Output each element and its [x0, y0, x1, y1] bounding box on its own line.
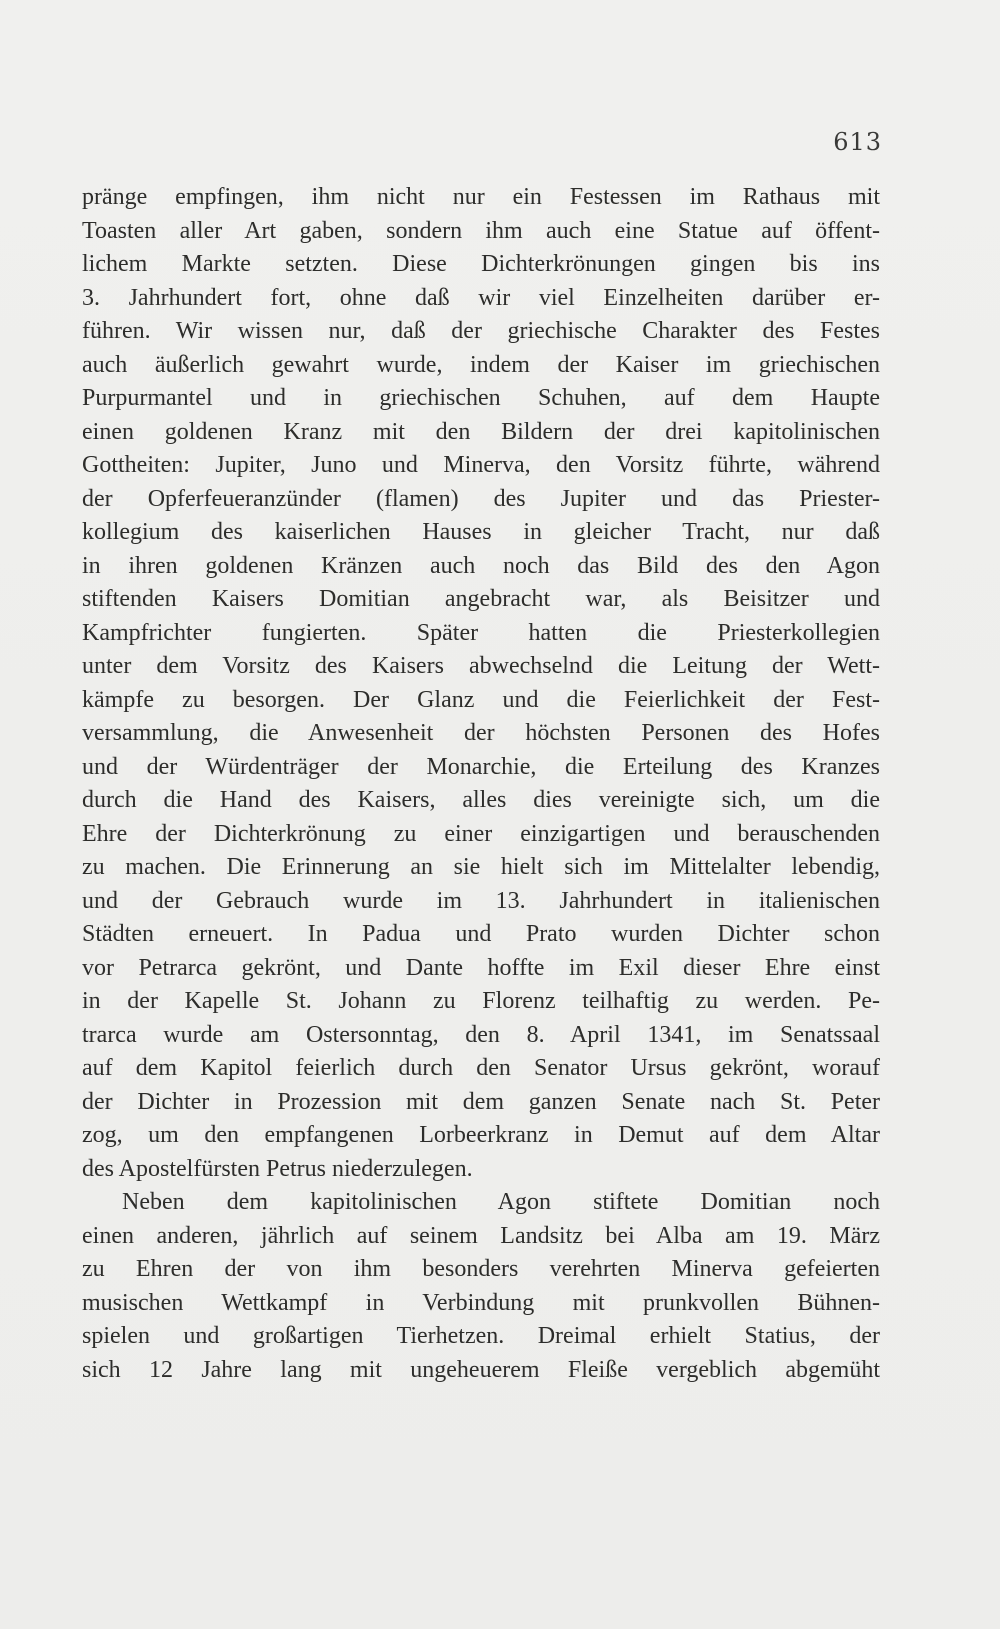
- text-line: Städten erneuert. In Padua und Prato wurden Dichter schon: [82, 921, 880, 947]
- text-line: trarca wurde am Ostersonntag, den 8. April 1341, im Senatssaal: [82, 1021, 880, 1048]
- text-line: Gottheiten: Jupiter, Juno und Minerva, den Vorsitz führte, während: [82, 452, 880, 478]
- text-line: und der Würdenträger der Monarchie, die Erteilung des Kranzes: [82, 753, 880, 780]
- text-line: sich 12 Jahre lang mit ungeheuerem Fleiße vergeblich abgemüht: [82, 1356, 880, 1383]
- text-line: einen anderen, jährlich auf seinem Landsitz bei Alba am 19. März: [82, 1222, 880, 1249]
- text-line: musischen Wettkampf in Verbindung mit prunkvollen Bühnen-: [82, 1289, 880, 1316]
- text-line: Ehre der Dichterkrönung zu einer einzigartigen und berauschenden: [82, 820, 880, 847]
- text-line: führen. Wir wissen nur, daß der griechische Charakter des Festes: [82, 318, 880, 344]
- text-line: Purpurmantel und in griechischen Schuhen, auf dem Haupte: [82, 385, 880, 411]
- text-line: zog, um den empfangenen Lorbeerkranz in Demut auf dem Altar: [82, 1122, 880, 1148]
- text-line: des Apostelfürsten Petrus niederzulegen.: [82, 1155, 473, 1182]
- text-line: lichem Markte setzten. Diese Dichterkrönungen gingen bis ins: [82, 251, 880, 277]
- text-line: stiftenden Kaisers Domitian angebracht war, als Beisitzer und: [82, 586, 880, 612]
- text-line: spielen und großartigen Tierhetzen. Dreimal erhielt Statius, der: [82, 1323, 880, 1349]
- text-line: in ihren goldenen Kränzen auch noch das Bild des den Agon: [82, 552, 880, 579]
- text-line: unter dem Vorsitz des Kaisers abwechselnd die Leitung der Wett-: [82, 653, 880, 679]
- text-line: pränge empfingen, ihm nicht nur ein Festessen im Rathaus mit: [82, 184, 880, 210]
- text-line: der Opferfeueranzünder (flamen) des Jupiter und das Priester-: [82, 485, 880, 512]
- text-line: kollegium des kaiserlichen Hauses in gleicher Tracht, nur daß: [82, 519, 880, 545]
- text-line: versammlung, die Anwesenheit der höchsten Personen des Hofes: [82, 720, 880, 746]
- text-line: 3. Jahrhundert fort, ohne daß wir viel Einzelheiten darüber er-: [82, 284, 880, 311]
- page-number: 613: [833, 128, 882, 156]
- text-line: auch äußerlich gewahrt wurde, indem der Kaiser im griechischen: [82, 351, 880, 378]
- text-line: Kampfrichter fungierten. Später hatten die Priesterkollegien: [82, 619, 880, 646]
- text-line: Neben dem kapitolinischen Agon stiftete Domitian noch: [122, 1189, 880, 1215]
- text-line: und der Gebrauch wurde im 13. Jahrhundert in italienischen: [82, 887, 880, 914]
- text-line: zu Ehren der von ihm besonders verehrten Minerva gefeierten: [82, 1256, 880, 1282]
- text-line: einen goldenen Kranz mit den Bildern der drei kapitolinischen: [82, 418, 880, 445]
- text-line: auf dem Kapitol feierlich durch den Senator Ursus gekrönt, worauf: [82, 1055, 880, 1081]
- text-line: in der Kapelle St. Johann zu Florenz teilhaftig zu werden. Pe-: [82, 988, 880, 1014]
- body-text: [82, 181, 880, 1387]
- text-line: kämpfe zu besorgen. Der Glanz und die Feierlichkeit der Fest-: [82, 686, 880, 713]
- text-line: der Dichter in Prozession mit dem ganzen Senate nach St. Peter: [82, 1088, 880, 1115]
- text-line: durch die Hand des Kaisers, alles dies vereinigte sich, um die: [82, 787, 880, 813]
- text-line: Toasten aller Art gaben, sondern ihm auch eine Statue auf öffent-: [82, 217, 880, 244]
- text-line: vor Petrarca gekrönt, und Dante hoffte im Exil dieser Ehre einst: [82, 954, 880, 981]
- text-line: zu machen. Die Erinnerung an sie hielt sich im Mittelalter lebendig,: [82, 854, 880, 880]
